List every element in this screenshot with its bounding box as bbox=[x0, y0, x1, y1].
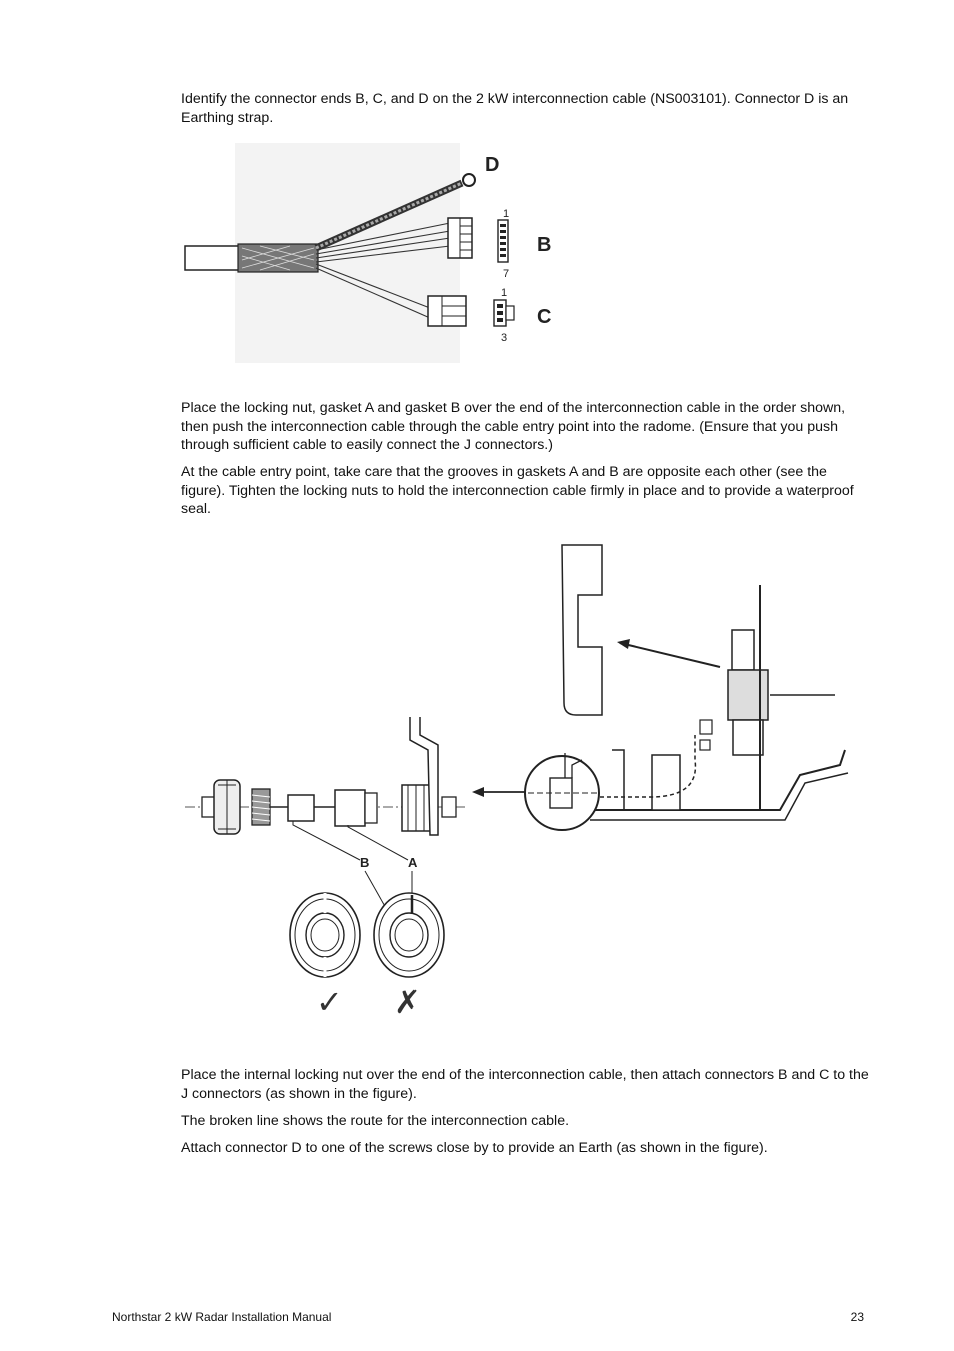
gland-body bbox=[402, 785, 432, 831]
label-c: C bbox=[537, 306, 552, 328]
cable-route-paragraph: The broken line shows the route for the interconnection cable. bbox=[181, 1113, 570, 1129]
mount-bracket bbox=[652, 755, 680, 810]
removal-arrow-head bbox=[617, 639, 630, 649]
gasket-paragraph: Place the locking nut, gasket A and gasket B over the end of the interconnection cable in the order shown, then push the interconnection cable through the cable entry point into the radome. (Ensure that you push through sufficient cable to easily connect the J connectors.) bbox=[181, 400, 846, 453]
pin-b-bottom: 7 bbox=[503, 268, 510, 280]
earth-paragraph: Attach connector D to one of the screws close by to provide an Earth (as shown in the figure). bbox=[181, 1140, 768, 1156]
radome-base bbox=[590, 750, 845, 810]
connector-c-plug bbox=[428, 296, 466, 326]
detail-arrow-head bbox=[472, 787, 484, 797]
pin-c-top: 1 bbox=[501, 287, 508, 299]
earth-ring-terminal bbox=[463, 174, 475, 186]
label-gasket-b: B bbox=[360, 855, 370, 870]
gasket-view-wrong bbox=[374, 893, 444, 977]
removal-arrow-shaft bbox=[620, 643, 720, 667]
gasket-view-correct bbox=[290, 893, 360, 977]
pcb-mount bbox=[733, 720, 763, 755]
footer-page-number: 23 bbox=[850, 1310, 864, 1324]
gasket-assembly-figure bbox=[180, 535, 870, 1035]
intro-paragraph: Identify the connector ends B, C, and D on the 2 kW interconnection cable (NS003101). Connector D is an Earthing strap. bbox=[181, 91, 849, 126]
pin-c-bottom: 3 bbox=[501, 332, 508, 344]
cable-jacket bbox=[185, 246, 240, 270]
internal-nut-paragraph: Place the internal locking nut over the end of the interconnection cable, then attach connectors B and C to the J connectors (as shown in the figure). bbox=[181, 1067, 869, 1102]
label-gasket-a: A bbox=[408, 855, 418, 870]
label-b: B bbox=[537, 234, 552, 256]
radome-lid bbox=[562, 545, 602, 715]
wrong-mark: ✗ bbox=[394, 984, 421, 1020]
pin-b-top: 1 bbox=[503, 208, 510, 220]
footer-manual-title: Northstar 2 kW Radar Installation Manual bbox=[112, 1310, 332, 1324]
gasket-b bbox=[288, 795, 314, 821]
correct-mark: ✓ bbox=[316, 984, 343, 1020]
label-d: D bbox=[485, 154, 500, 176]
gearbox bbox=[728, 670, 768, 720]
motor-housing bbox=[732, 630, 754, 670]
seal-paragraph: At the cable entry point, take care that the grooves in gaskets A and B are opposite each other (see the figure). Tighten the locking nuts to hold the interconnection cable firmly in place and to provide a waterproof seal. bbox=[181, 464, 854, 517]
gasket-a bbox=[335, 790, 365, 826]
cable-connectors-figure bbox=[180, 138, 600, 368]
